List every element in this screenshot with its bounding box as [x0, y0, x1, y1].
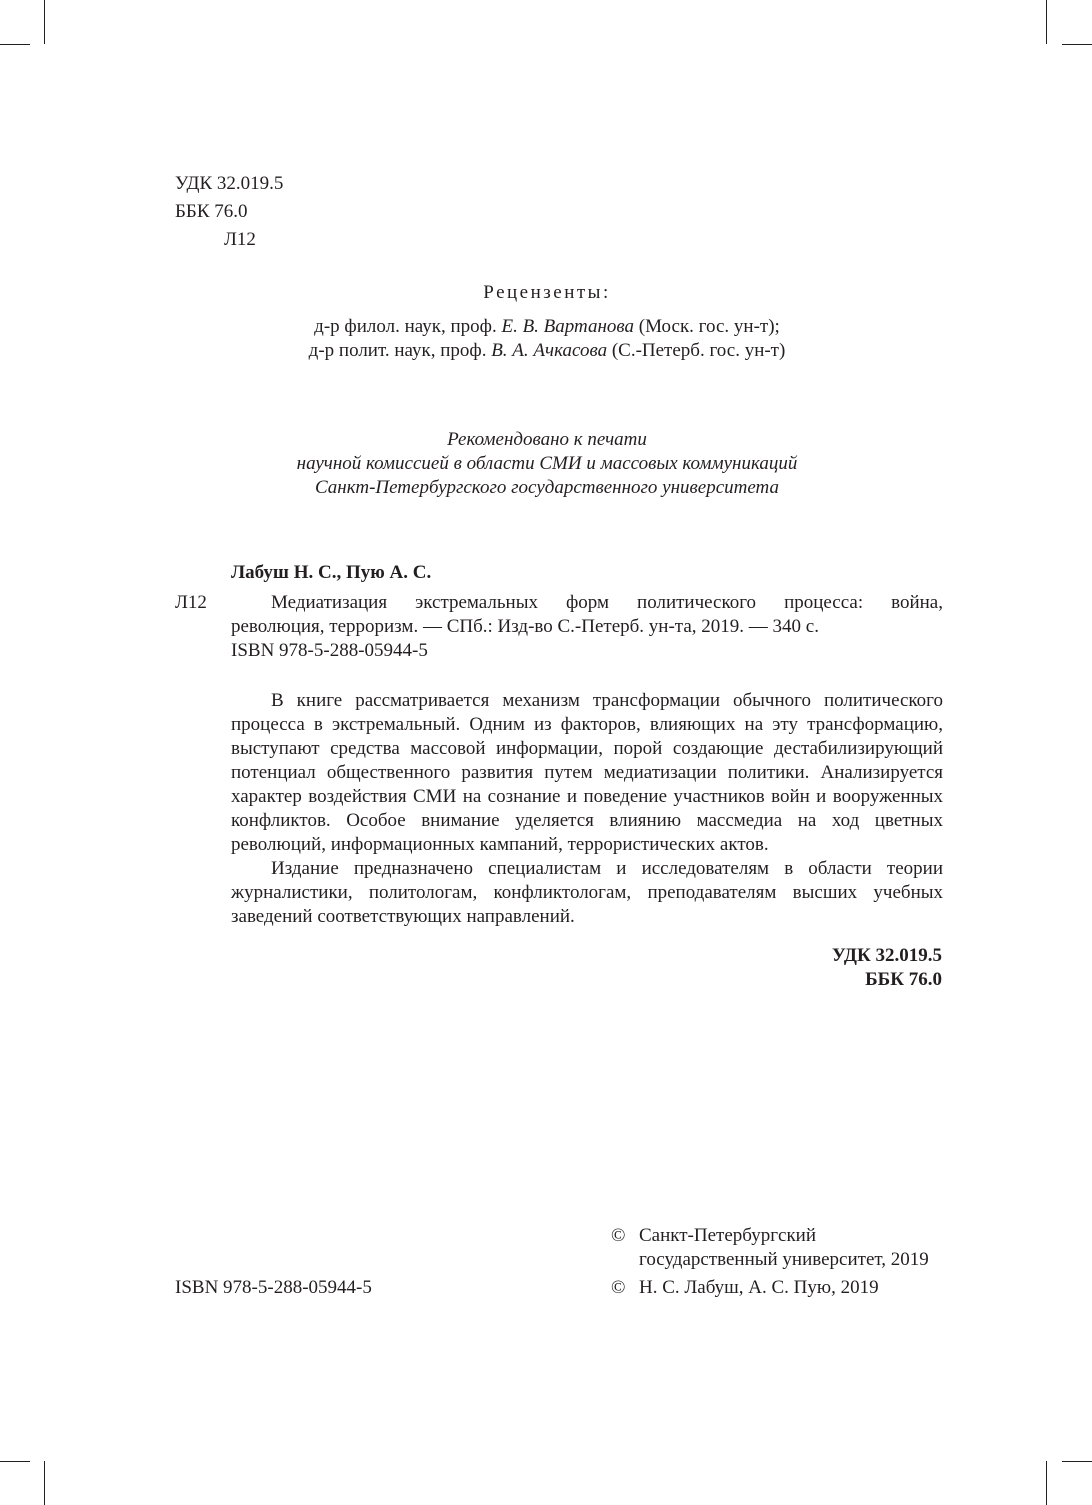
- reviewer-2: [250, 339, 844, 363]
- title-line-1: Медиатизация экстремальных форм политического процесса: война,: [271, 592, 943, 613]
- index-codes: [832, 944, 942, 992]
- copyright-1: [611, 1224, 929, 1272]
- copyright-1-line-1: Санкт-Петербургский: [639, 1225, 817, 1246]
- crop-mark-top-right-vertical: [1046, 0, 1047, 44]
- reviewer-2-name: В. А. Ачкасова: [491, 340, 608, 361]
- index-bbk: ББК 76.0: [865, 969, 942, 990]
- crop-mark-bottom-left-horizontal: [0, 1461, 30, 1462]
- crop-mark-bottom-left-vertical: [44, 1461, 45, 1505]
- copyright-1-line-2: государственный университет, 2019: [639, 1249, 929, 1270]
- recommendation-line-2: научной комиссией в области СМИ и массовых коммуникаций: [296, 453, 798, 474]
- recommendation-line-1: Рекомендовано к печати: [447, 429, 647, 450]
- reviewers-title: Рецензенты:: [483, 282, 611, 303]
- recommendation-block: [200, 428, 894, 500]
- copyright-symbol: ©: [611, 1277, 626, 1298]
- reviewer-2-suffix: (С.-Петерб. гос. ун-т): [607, 340, 786, 361]
- reviewer-1-name: Е. В. Вартанова: [501, 316, 635, 337]
- reviewer-1: [250, 315, 844, 339]
- bbk-line: ББК 76.0: [175, 201, 248, 222]
- abstract-block: [231, 689, 943, 929]
- crop-mark-bottom-right-vertical: [1046, 1461, 1047, 1505]
- classification-block: [175, 170, 283, 254]
- crop-mark-bottom-right-horizontal: [1062, 1461, 1092, 1462]
- reviewer-2-prefix: д-р полит. наук, проф.: [308, 340, 492, 361]
- copyright-symbol: ©: [611, 1225, 626, 1246]
- crop-mark-top-left-vertical: [44, 0, 45, 44]
- footer-isbn: ISBN 978-5-288-05944-5: [175, 1277, 372, 1298]
- reviewers-block: [250, 281, 844, 363]
- copyright-2: [611, 1276, 929, 1300]
- isbn-line: ISBN 978-5-288-05944-5: [231, 640, 428, 661]
- author-sign: Л12: [224, 229, 256, 250]
- reviewer-1-suffix: (Моск. гос. ун-т);: [634, 316, 780, 337]
- reviewer-1-prefix: д-р филол. наук, проф.: [314, 316, 502, 337]
- bibliographic-description: [231, 591, 943, 663]
- index-udk: УДК 32.019.5: [831, 945, 942, 966]
- copyright-block: [611, 1224, 929, 1300]
- title-line-2: революция, терроризм. — СПб.: Изд-во С.-Петерб. ун-та, 2019. — 340 с.: [231, 616, 819, 637]
- copyright-2-text: Н. С. Лабуш, А. С. Пую, 2019: [639, 1277, 879, 1298]
- abstract-paragraph-2: Издание предназначено специалистам и исследователям в области теории журналистики, политологам, конфликтологам, преподавателям высших учебных заведений соответствующих направлений.: [231, 858, 943, 927]
- crop-mark-top-left-horizontal: [0, 44, 30, 45]
- bibliographic-sign: Л12: [175, 592, 207, 613]
- udk-line: УДК 32.019.5: [175, 173, 284, 194]
- authors-heading: Лабуш Н. С., Пую А. С.: [231, 562, 432, 583]
- recommendation-line-3: Санкт-Петербургского государственного университета: [314, 477, 779, 498]
- crop-mark-top-right-horizontal: [1062, 44, 1092, 45]
- abstract-paragraph-1: В книге рассматривается механизм трансформации обычного политического процесса в экстремальный. Одним из факторов, влияющих на эту трансформацию, выступают средства массовой информации, порой создающие дестабилизирующий потенциал общественного развития путем медиатизации политики. Анализируется характер воздействия СМИ на сознание и поведение участников войн и вооруженных конфликтов. Особое внимание уделяется влиянию массмедиа на ход цветных революций, информационных кампаний, террористических актов.: [231, 690, 943, 855]
